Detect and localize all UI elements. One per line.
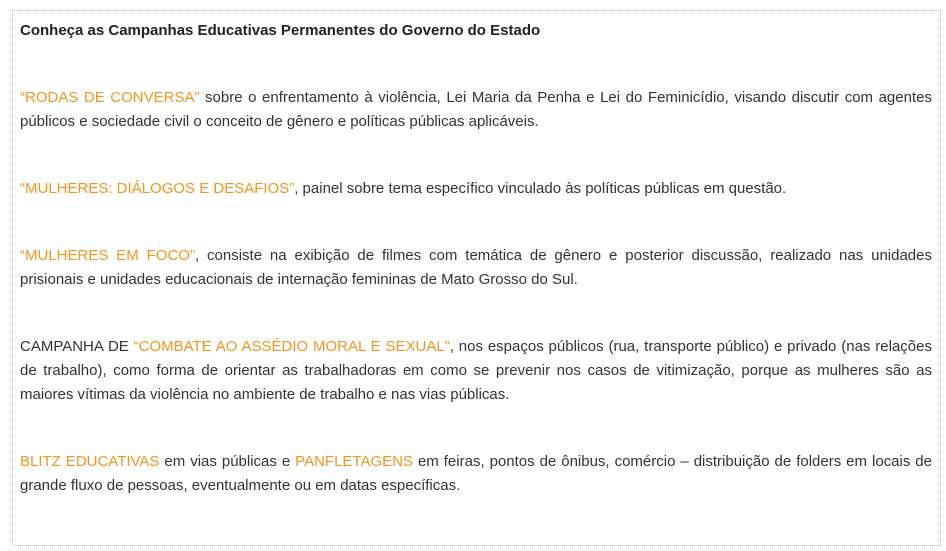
panel-title: Conheça as Campanhas Educativas Permanentes do Governo do Estado — [20, 22, 541, 39]
campaign-name-blitz-educativas: BLITZ EDUCATIVAS — [20, 453, 160, 470]
paragraph-text: , painel sobre tema específico vinculado às políticas públicas em questão. — [294, 180, 787, 197]
paragraph-combate-assedio — [20, 335, 932, 407]
paragraph-rodas-de-conversa — [20, 86, 932, 134]
campaign-name-mulheres-dialogos: “MULHERES: DIÁLOGOS E DESAFIOS” — [20, 180, 295, 197]
paragraph-mulheres-em-foco — [20, 244, 932, 292]
campaign-name-mulheres-em-foco: “MULHERES EM FOCO” — [20, 247, 195, 264]
paragraph-text: sobre o enfrentamento à violência, Lei Maria da Penha e Lei do Feminicídio, visando discutir com agentes públicos e sociedade civil o conceito de gênero e políticas públicas aplicáveis. — [20, 89, 932, 130]
paragraph-blitz-educativas — [20, 450, 932, 498]
campaigns-panel — [12, 10, 941, 546]
paragraph-text: em vias públicas e — [159, 453, 296, 470]
campaign-name-combate-assedio: “COMBATE AO ASSÉDIO MORAL E SEXUAL” — [133, 338, 450, 355]
paragraph-prefix: CAMPANHA DE — [20, 338, 134, 355]
paragraph-text: , consiste na exibição de filmes com temática de gênero e posterior discussão, realizado nas unidades prisionais e unidades educacionais de internação femininas de Mato Grosso do Sul. — [20, 247, 932, 288]
paragraph-text: em feiras, pontos de ônibus, comércio – distribuição de folders em locais de grande fluxo de pessoas, eventualmente ou em datas específicas. — [20, 453, 932, 494]
paragraph-mulheres-dialogos — [20, 177, 932, 201]
paragraph-text: , nos espaços públicos (rua, transporte público) e privado (nas relações de trabalho), como forma de orientar as trabalhadoras em como se prevenir nos casos de vitimização, porque as mulheres são as maiores vítimas da violência no ambiente de trabalho e nas vias públicas. — [20, 338, 932, 403]
campaign-name-panfletagens: PANFLETAGENS — [295, 453, 413, 470]
campaign-name-rodas-de-conversa: “RODAS DE CONVERSA” — [20, 89, 200, 106]
